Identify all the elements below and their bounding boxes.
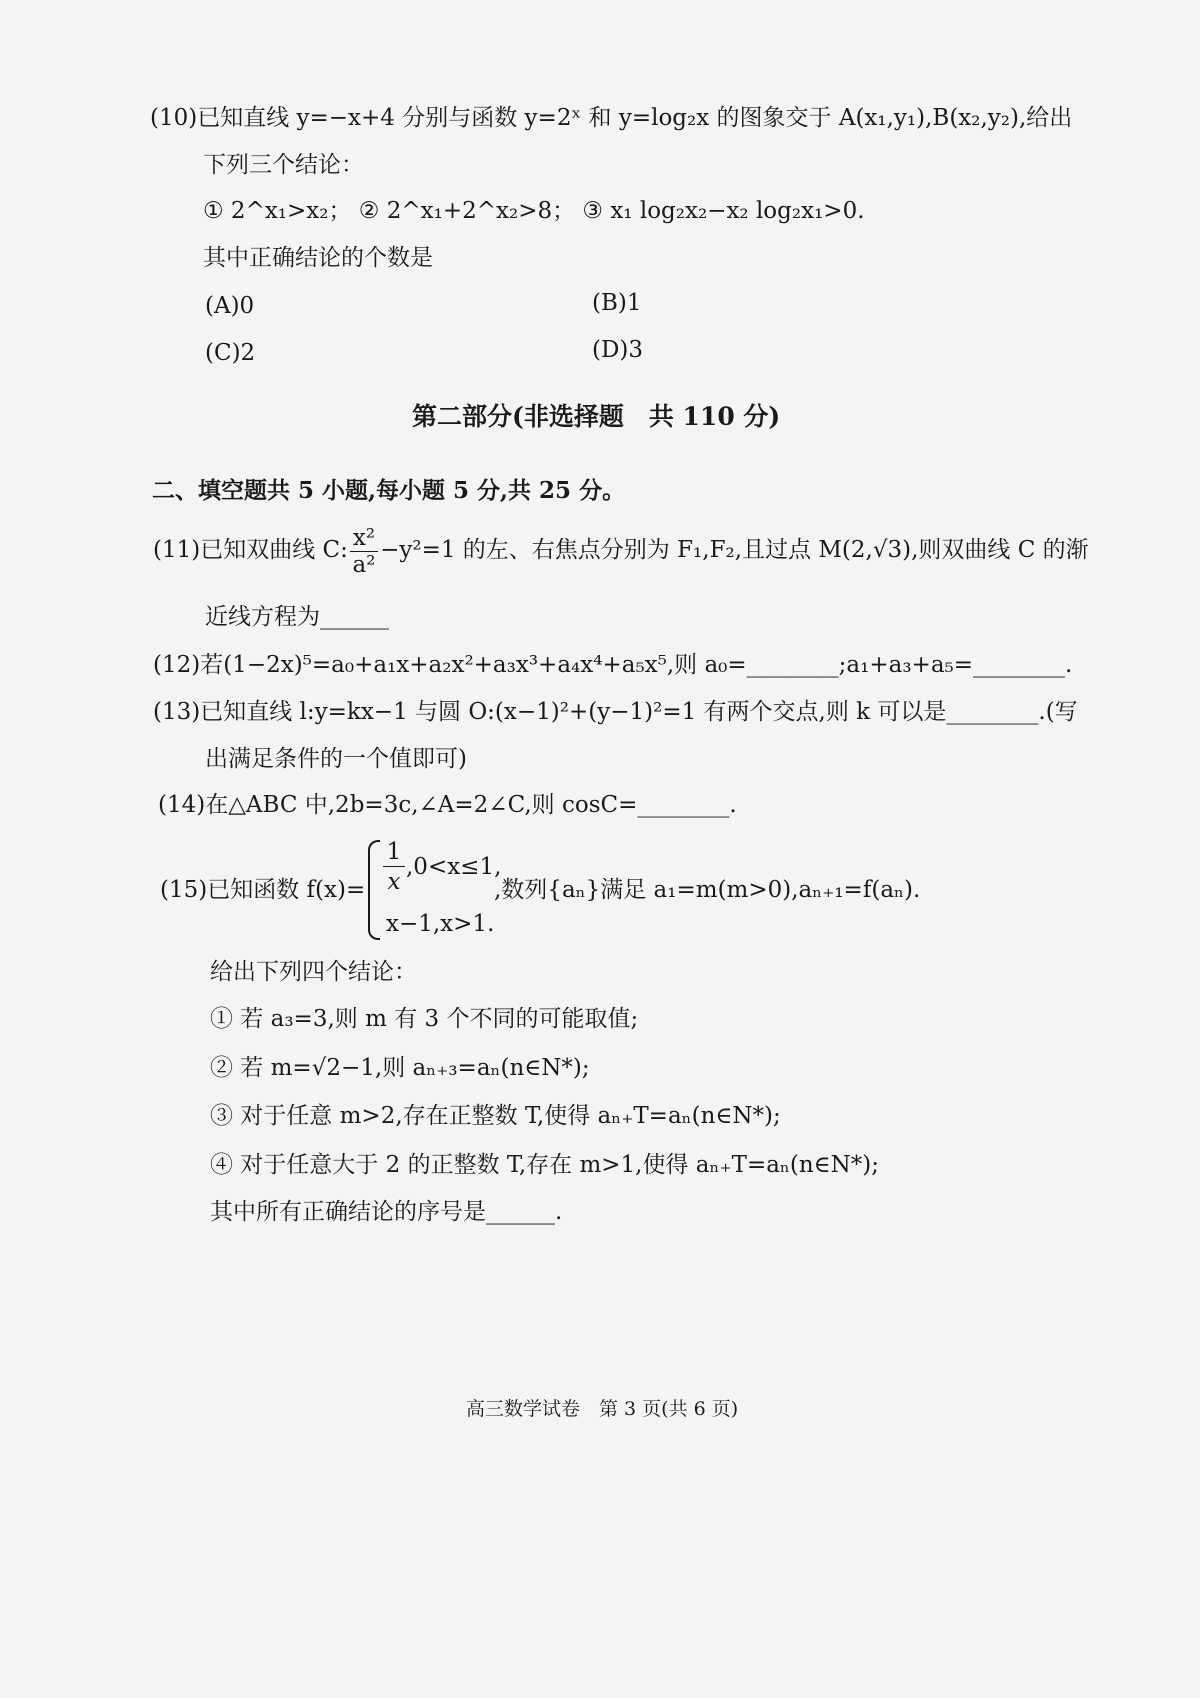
q12-stem: (12)若(1−2x)⁵=a₀+a₁x+a₂x²+a₃x³+a₄x⁴+a₅x⁵,则 a₀=________;a₁+a₃+a₅=________. (153, 652, 1073, 678)
q15-case2: x−1,x>1. (386, 911, 495, 937)
q10-option-d: (D)3 (592, 337, 644, 363)
part2-title: 第二部分(非选择题 共 110 分) (412, 402, 781, 431)
q10-option-b: (B)1 (592, 290, 642, 316)
q10-conclusions: ① 2^x₁>x₂； ② 2^x₁+2^x₂>8； ③ x₁ log₂x₂−x₂ log₂x₁>0. (203, 198, 865, 224)
q15-prefix: (15)已知函数 f(x)= (160, 877, 366, 903)
q15-case1-numerator: 1 (386, 839, 402, 865)
q15-conclusion-2: ② 若 m=√2−1,则 aₙ₊₃=aₙ(n∈N*); (210, 1055, 590, 1081)
q11-fraction (350, 525, 378, 578)
q15-intro: 给出下列四个结论： (210, 959, 417, 985)
q10-option-a: (A)0 (205, 293, 255, 319)
q15-conclusion-1: ① 若 a₃=3,则 m 有 3 个不同的可能取值; (210, 1006, 639, 1032)
q15-case1-denominator: x (387, 869, 401, 895)
q10-question: 其中正确结论的个数是 (203, 245, 433, 271)
section2-heading: 二、填空题共 5 小题,每小题 5 分,共 25 分。 (152, 477, 626, 504)
q14-stem: (14)在△ABC 中,2b=3c,∠A=2∠C,则 cosC=________. (158, 792, 737, 818)
q13-stem-line1: (13)已知直线 l:y=kx−1 与圆 O:(x−1)²+(y−1)²=1 有两个交点,则 k 可以是________.(写 (153, 699, 1078, 725)
q11-suffix: −y²=1 的左、右焦点分别为 F₁,F₂,且过点 M(2,√3),则双曲线 C 的渐 (380, 537, 1089, 563)
q15-case1-condition: ,0<x≤1, (406, 854, 502, 880)
q13-stem-line2: 出满足条件的一个值即可) (205, 746, 467, 772)
q11-frac-denominator: a² (352, 551, 376, 578)
q15-suffix: ,数列{aₙ}满足 a₁=m(m>0),aₙ₊₁=f(aₙ). (494, 877, 921, 903)
q15-case1-fraction-bar (383, 866, 405, 867)
q15-brace (368, 840, 380, 940)
q11-prefix: (11)已知双曲线 C: (153, 537, 348, 563)
q11-stem-line1 (153, 522, 1089, 578)
q10-option-c: (C)2 (205, 340, 256, 366)
q15-conclusion-4: ④ 对于任意大于 2 的正整数 T,存在 m>1,使得 aₙ₊T=aₙ(n∈N*); (210, 1152, 880, 1178)
q11-stem-line2: 近线方程为______ (205, 604, 389, 630)
page-footer: 高三数学试卷 第 3 页(共 6 页) (466, 1398, 739, 1420)
q11-frac-numerator: x² (350, 525, 378, 552)
q15-ask: 其中所有正确结论的序号是______. (210, 1199, 563, 1225)
q10-stem-line1: (10)已知直线 y=−x+4 分别与函数 y=2ˣ 和 y=log₂x 的图象交于 A(x₁,y₁),B(x₂,y₂),给出 (150, 105, 1073, 131)
q10-stem-line2: 下列三个结论： (203, 152, 364, 178)
q15-conclusion-3: ③ 对于任意 m>2,存在正整数 T,使得 aₙ₊T=aₙ(n∈N*); (210, 1103, 781, 1129)
